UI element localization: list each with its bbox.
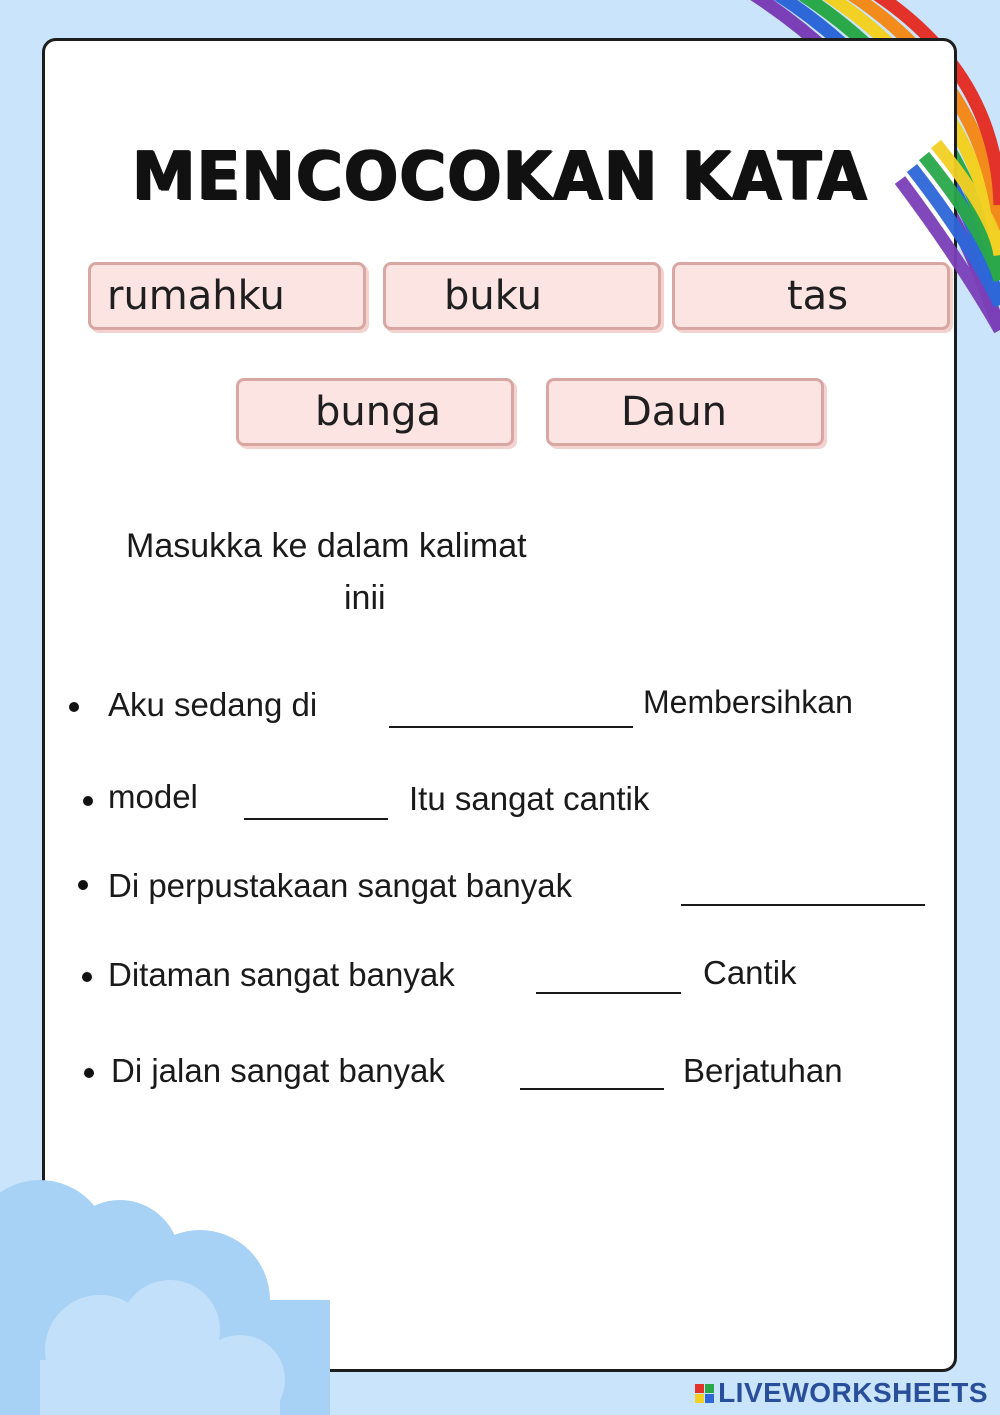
sentence-3-blank[interactable] (681, 904, 925, 906)
bullet-icon (69, 702, 79, 712)
sentence-1-after: Membersihkan (643, 684, 853, 720)
word-chip-label: bunga (315, 389, 441, 435)
word-chip-label: Daun (621, 389, 728, 435)
word-chip-rumahku[interactable] (88, 262, 366, 330)
bullet-icon (83, 796, 93, 806)
logo-icon (695, 1384, 714, 1403)
sentence-4-blank[interactable] (536, 992, 681, 994)
sentence-5-blank[interactable] (520, 1088, 664, 1090)
instruction-line-2: inii (344, 579, 386, 617)
sentence-2-before: model (108, 778, 198, 815)
sentence-4-before: Ditaman sangat banyak (108, 956, 455, 993)
instruction-text (120, 520, 640, 624)
word-chip-bunga[interactable] (236, 378, 514, 446)
word-chip-label: tas (787, 273, 849, 319)
sentence-1-before: Aku sedang di (108, 686, 318, 723)
logo-text: LIVEWORKSHEETS (718, 1377, 988, 1408)
word-chip-label: rumahku (107, 273, 285, 319)
liveworksheets-logo (695, 1377, 988, 1409)
sentence-5-after: Berjatuhan (683, 1052, 843, 1089)
sentence-2-after: Itu sangat cantik (409, 780, 650, 817)
bullet-icon (82, 972, 92, 982)
word-chip-tas[interactable] (672, 262, 950, 330)
page-title: MENCOCOKAN KATA (131, 138, 869, 216)
bullet-icon (84, 1068, 94, 1078)
sentence-1-blank[interactable] (389, 726, 633, 728)
sentence-4-after: Cantik (703, 954, 797, 991)
word-chip-daun[interactable] (546, 378, 824, 446)
word-chip-buku[interactable] (383, 262, 661, 330)
instruction-line-1: Masukka ke dalam kalimat (126, 527, 527, 565)
sentence-3-before: Di perpustakaan sangat banyak (108, 867, 573, 904)
word-chip-label: buku (444, 273, 543, 319)
sentence-5-before: Di jalan sangat banyak (111, 1052, 445, 1089)
sentence-2-blank[interactable] (244, 818, 388, 820)
bullet-icon (78, 880, 88, 890)
